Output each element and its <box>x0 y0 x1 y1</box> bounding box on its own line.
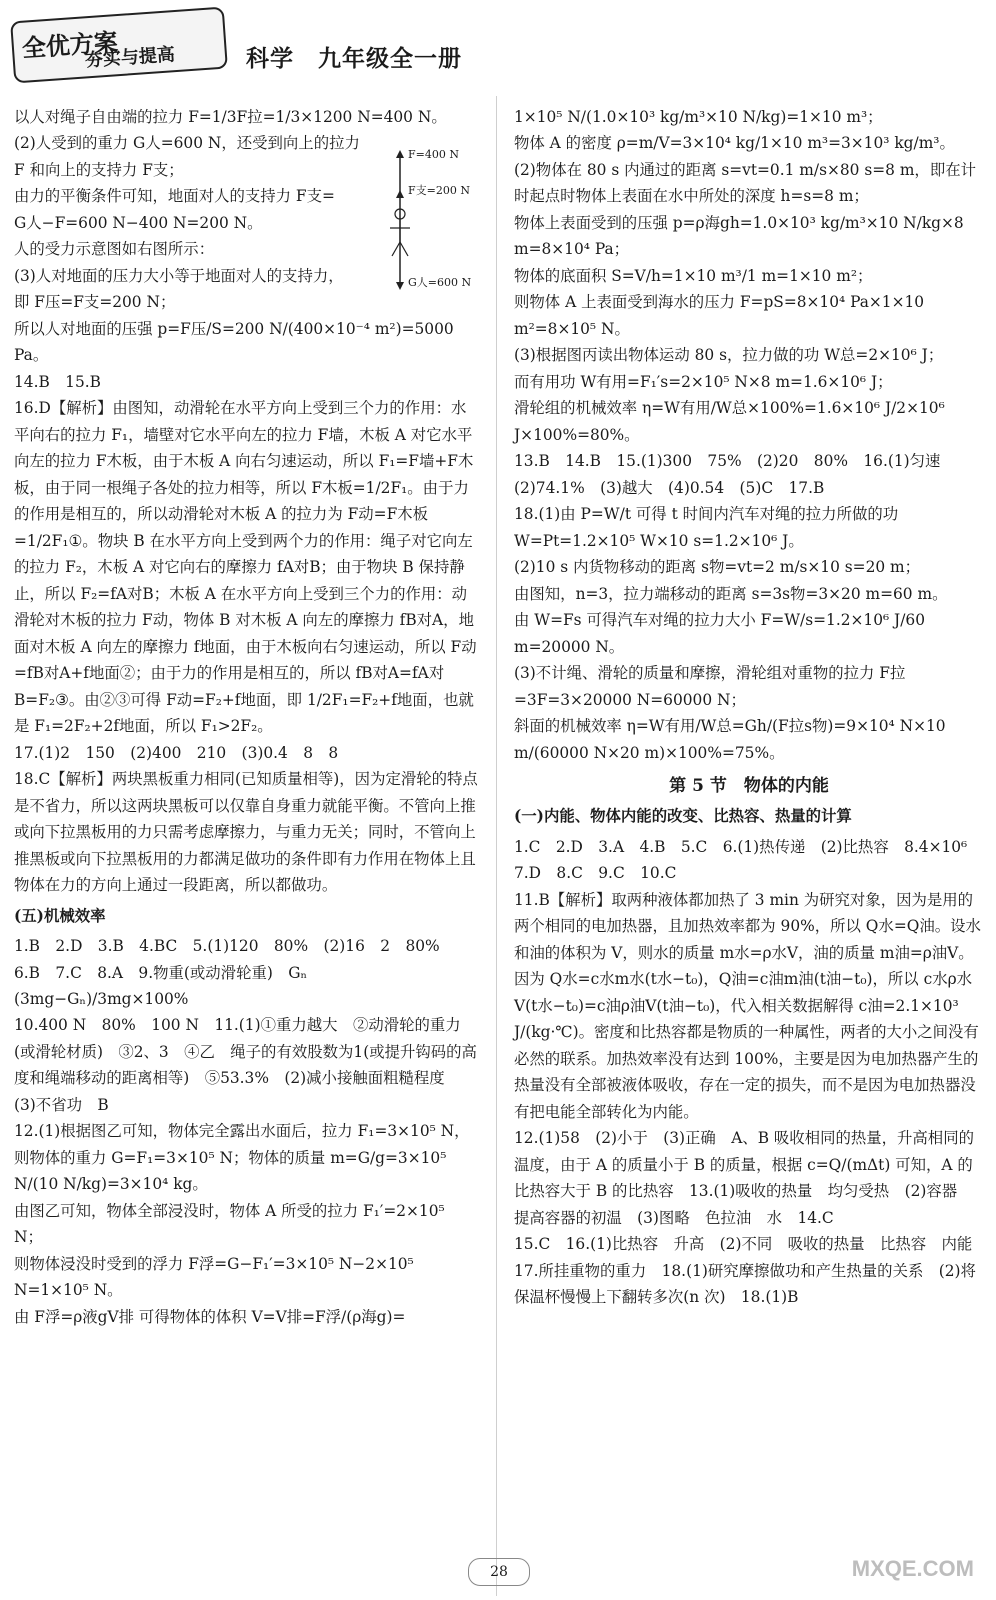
answer-line: 由图乙可知，物体全部浸没时，物体 A 所受的拉力 F₁′=2×10⁵ N； <box>14 1201 445 1247</box>
subsection-heading: (一)内能、物体内能的改变、比热容、热量的计算 <box>514 807 852 826</box>
answer-line: 16.D【解析】由图知，动滑轮在水平方向上受到三个力的作用：水平向右的拉力 F₁，墙壁对它水平向左的拉力 F墙，木板 A 对它水平向左的拉力 F木板，由于木板 A 向右匀速运动，所以 F₁=F墙+F木板，由于同一根绳子各处的拉力相等，所以 F木板=1/2F₁。由于力的作用是相互的，所以动滑轮对木板 A 的拉力为 F动=F木板=1/2F₁①。物块 B 在水平方向上受到两个力的作用：绳子对它向左的拉力 F₂，木板 A 对它向右的摩擦力 fA对B；由于物块 B 保持静止，所以 F₂=fA对B；木板 A 在水平方向上受到三个力的作用：动滑轮对木板的拉力 F动，物体 B 对木板 A 向左的摩擦力 fB对A，地面对木板 A 向左的摩擦力 f地面，由于木板向右匀速运动，所以 F动=fB对A+f地面②；由于力的作用是相互的，所以 fB对A=fA对B=F₂③。由②③可得 F动=F₂+f地面，即 1/2F₁=F₂+f地面，也就是 F₁=2F₂+2f地面，所以 F₁>2F₂。 <box>14 399 477 736</box>
answer-line: G人−F=600 N−400 N=200 N。 <box>14 213 263 232</box>
force-label-support: F支=200 N <box>408 184 470 197</box>
answer-line: 18.C【解析】两块黑板重力相同(已知质量相等)，因为定滑轮的特点是不省力，所以这两块黑板可以仅靠自身重力就能平衡。不管向上推或向下拉黑板用的力只需考虑摩擦力，与重力无关；同时，不管向上推黑板或向下拉黑板用的力都满足做功的条件即有力作用在物体上且物体在力的方向上通过一段距离，所以都做功。 <box>14 770 478 895</box>
answer-line: (3)不计绳、滑轮的质量和摩擦，滑轮组对重物的拉力 F拉=3F=3×20000 N=60000 N； <box>514 664 906 709</box>
answer-line: 而有用功 W有用=F₁′s=2×10⁵ N×8 m=1.6×10⁶ J； <box>514 372 893 391</box>
section-title: 第 5 节 物体的内能 <box>669 776 829 797</box>
force-diagram <box>386 146 482 296</box>
answer-line: (2)物体在 80 s 内通过的距离 s=vt=0.1 m/s×80 s=8 m，即在计时起点时物体上表面在水中所处的深度 h=s=8 m； <box>514 160 976 206</box>
force-label-f: F=400 N <box>408 148 459 161</box>
answer-line: 14.B 15.B <box>14 372 101 391</box>
answer-line: 即 F压=F支=200 N； <box>14 293 176 312</box>
answer-line: 由 W=Fs 可得汽车对绳的拉力大小 F=W/s=1.2×10⁶ J/60 m=20000 N。 <box>514 611 925 656</box>
series-logo <box>10 7 228 84</box>
answer-line: 所以人对地面的压强 p=F压/S=200 N/(400×10⁻⁴ m²)=5000 Pa。 <box>14 319 454 365</box>
answer-line: (3)根据图丙读出物体运动 80 s，拉力做的功 W总=2×10⁶ J； <box>514 346 944 365</box>
column-divider <box>496 96 497 1596</box>
answer-line: 物体上表面受到的压强 p=ρ海gh=1.0×10³ kg/m³×10 N/kg×8 m=8×10⁴ Pa； <box>514 213 964 259</box>
answer-line: (3)人对地面的压力大小等于地面对人的支持力， <box>14 266 344 285</box>
subject-title: 科学 九年级全一册 <box>246 45 462 72</box>
right-column <box>514 104 988 1311</box>
answer-line: 则物体 A 上表面受到海水的压力 F=pS=8×10⁴ Pa×1×10 m²=8×10⁵ N。 <box>514 293 925 338</box>
answer-line: 滑轮组的机械效率 η=W有用/W总×100%=1.6×10⁶ J/2×10⁶ J×100%=80%。 <box>514 399 945 444</box>
answer-line: 物体 A 的密度 ρ=m/V=3×10⁴ kg/1×10 m³=3×10³ kg/m³。 <box>514 134 955 153</box>
answer-line: F 和向上的支持力 F支； <box>14 160 184 179</box>
answer-line: 人的受力示意图如右图所示： <box>14 240 215 259</box>
answer-line: 由力的平衡条件可知，地面对人的支持力 F支= <box>14 187 335 206</box>
answer-line: 11.B【解析】取两种液体都加热了 3 min 为研究对象，因为是用的两个相同的电加热器，且加热效率都为 90%，所以 Q水=Q油。设水和油的体积为 V，则水的质量 m水=ρ水V，油的质量 m油=ρ油V。因为 Q水=c水m水(t水−t₀)，Q油=c油m油(t油−t₀)，所以 c水ρ水V(t水−t₀)=c油ρ油V(t油−t₀)，代入相关数据解得 c油=2.1×10³ J/(kg·℃)。密度和比热容都是物质的一种属性，两者的大小之间没有必然的联系。加热效率没有达到 100%，主要是因为电加热器产生的热量没有全部被液体吸收，存在一定的损失，而不是因为电加热器没有把电能全部转化为内能。 <box>514 890 981 1121</box>
site-watermark: MXQE.COM <box>851 1556 974 1581</box>
answer-line: 17.(1)2 150 (2)400 210 (3)0.4 8 8 <box>14 743 339 762</box>
answer-line: 13.B 14.B 15.(1)300 75% (2)20 80% 16.(1)匀速 (2)74.1% (3)越大 (4)0.54 (5)C 17.B <box>514 452 956 497</box>
answer-line: 斜面的机械效率 η=W有用/W总=Gh/(F拉s物)=9×10⁴ N×10 m/(60000 N×20 m)×100%=75%。 <box>514 717 946 762</box>
force-label-gravity: G人=600 N <box>408 276 472 289</box>
page-number: 28 <box>468 1558 530 1586</box>
answer-line: 由 F浮=ρ液gV排 可得物体的体积 V=V排=F浮/(ρ海g)= <box>14 1307 406 1326</box>
logo-line-2: 夯实与提高 <box>84 44 176 72</box>
answer-line: 12.(1)根据图乙可知，物体完全露出水面后，拉力 F₁=3×10⁵ N，则物体的重力 G=F₁=3×10⁵ N；物体的质量 m=G/g=3×10⁵ N/(10 N/kg)=3×10⁴ kg。 <box>14 1122 470 1194</box>
answer-line: 12.(1)58 (2)小于 (3)正确 A、B 吸收相同的热量，升高相同的温度，由于 A 的质量小于 B 的质量，根据 c=Q/(mΔt) 可知，A 的比热容大于 B 的比热容 13.(1)吸收的热量 均匀受热 (2)容器 提高容器的初温 (3)图略 色拉油 水 14.C <box>514 1129 974 1227</box>
answer-line: 1×10⁵ N/(1.0×10³ kg/m³×10 N/kg)=1×10 m³； <box>514 108 883 126</box>
answer-line: (2)10 s 内货物移动的距离 s物=vt=2 m/s×10 s=20 m； <box>514 558 921 577</box>
answer-line: 10.400 N 80% 100 N 11.(1)①重力越大 ②动滑轮的重力(或滑轮材质) ③2、3 ④乙 绳子的有效股数为1(或提升钩码的高度和绳端移动的距离相等) ⑤53.3% (2)减小接触面粗糙程度 (3)不省功 B <box>14 1016 477 1114</box>
answer-line: 则物体浸没时受到的浮力 F浮=G−F₁′=3×10⁵ N−2×10⁵ N=1×10⁵ N。 <box>14 1254 414 1300</box>
logo-line-1: 全优方案 <box>20 27 119 63</box>
answer-line: 1.B 2.D 3.B 4.BC 5.(1)120 80% (2)16 2 80% <box>14 937 440 956</box>
section-heading: (五)机械效率 <box>14 906 106 925</box>
answer-line: 由图知，n=3，拉力端移动的距离 s=3s物=3×20 m=60 m。 <box>514 584 948 603</box>
answer-line: 15.C 16.(1)比热容 升高 (2)不同 吸收的热量 比热容 内能 17.所挂重物的重力 18.(1)研究摩擦做功和产生热量的关系 (2)将保温杯慢慢上下翻转多次(n 次) 18.(1)B <box>514 1235 988 1307</box>
answer-line: 物体的底面积 S=V/h=1×10 m³/1 m=1×10 m²； <box>514 266 873 285</box>
answer-line: 1.C 2.D 3.A 4.B 5.C 6.(1)热传递 (2)比热容 8.4×10⁶ 7.D 8.C 9.C 10.C <box>514 837 983 883</box>
answer-line: 6.B 7.C 8.A 9.物重(或动滑轮重) Gₙ (3mg−Gₙ)/3mg×100% <box>14 963 323 1008</box>
page-header <box>0 0 996 96</box>
answer-line: (2)人受到的重力 G人=600 N，还受到向上的拉力 <box>14 134 360 153</box>
answer-line: 以人对绳子自由端的拉力 F=1/3F拉=1/3×1200 N=400 N。 <box>14 108 447 126</box>
answer-line: 18.(1)由 P=W/t 可得 t 时间内汽车对绳的拉力所做的功 W=Pt=1.2×10⁵ W×10 s=1.2×10⁶ J。 <box>514 505 899 550</box>
